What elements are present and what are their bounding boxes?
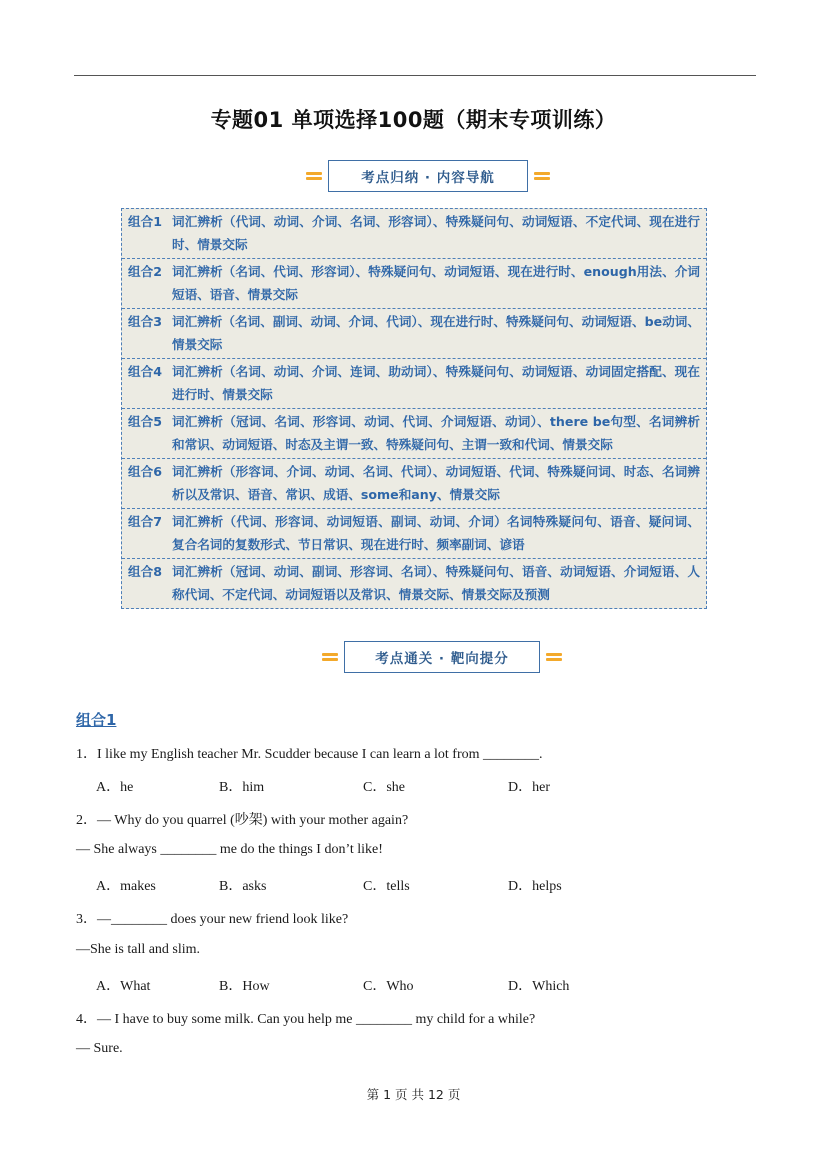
toc-group: 组合7 [128,514,162,529]
option-c: C．she [363,780,405,795]
toc-text: 词汇辨析（代词、形容词、动词短语、副词、动词、介词）名词特殊疑问句、语音、疑问词、复合名词的复数形式、节日常识、现在进行时、频率副词、谚语 [172,514,700,552]
section-heading: 组合1 [76,711,117,729]
toc-group: 组合1 [128,214,162,229]
toc-text: 词汇辨析（冠词、动词、副词、形容词、名词）、特殊疑问句、语音、动词短语、介词短语、人称代词、不定代词、动词短语以及常识、情景交际、情景交际及预测 [172,564,700,602]
toc-text: 词汇辨析（形容词、介词、动词、名词、代词）、动词短语、代词、特殊疑问词、时态、名词辨析以及常识、语音、常识、成语、some和any、情景交际 [172,464,700,502]
option-a: A．What [96,979,151,994]
equals-icon [322,650,338,664]
toc-row [122,509,706,559]
question-stem: 4．— I have to buy some milk. Can you help me ________ my child for a while? [76,1012,536,1027]
page-footer: 第 1 页 共 12 页 [366,1087,461,1102]
content-nav-banner [306,159,550,193]
topic-summary-box [121,208,707,609]
toc-row [122,459,706,509]
page-title: 专题01 单项选择100题（期末专项训练） [210,108,617,132]
option-d: D．helps [508,879,562,894]
option-d: D．her [508,780,550,795]
question-stem: 3．—________ does your new friend look like? [76,912,349,927]
banner-label: 考点通关 · 靶向提分 [344,641,540,673]
toc-text: 词汇辨析（名词、副词、动词、介词、代词）、现在进行时、特殊疑问句、动词短语、be动词、情景交际 [172,314,700,352]
toc-row [122,559,706,608]
toc-group: 组合6 [128,464,162,479]
equals-icon [546,650,562,664]
toc-text: 词汇辨析（名词、动词、介词、连词、助动词）、特殊疑问句、动词短语、动词固定搭配、现在进行时、情景交际 [172,364,700,402]
toc-group: 组合8 [128,564,162,579]
toc-row [122,259,706,309]
option-d: D．Which [508,979,570,994]
question-reply: — Sure. [76,1041,123,1056]
toc-group: 组合5 [128,414,162,429]
toc-group: 组合2 [128,264,162,279]
option-b: B．asks [219,879,267,894]
toc-group: 组合4 [128,364,162,379]
option-a: A．makes [96,879,156,894]
toc-row [122,209,706,259]
option-b: B．How [219,979,270,994]
toc-row [122,409,706,459]
equals-icon [534,169,550,183]
toc-group: 组合3 [128,314,162,329]
toc-row [122,359,706,409]
toc-text: 词汇辨析（冠词、名词、形容词、动词、代词、介词短语、动词）、there be句型、名词辨析和常识、动词短语、时态及主谓一致、特殊疑问句、主谓一致和代词、情景交际 [172,414,700,452]
question-stem: 2．— Why do you quarrel (吵架) with your mother again? [76,813,409,828]
header-rule [74,75,756,76]
toc-row [122,309,706,359]
question-reply: — She always ________ me do the things I don’t like! [76,842,383,857]
option-c: C．Who [363,979,414,994]
option-c: C．tells [363,879,410,894]
question-stem: 1．I like my English teacher Mr. Scudder because I can learn a lot from ________. [76,747,543,762]
question-reply: —She is tall and slim. [76,942,201,957]
toc-text: 词汇辨析（代词、动词、介词、名词、形容词）、特殊疑问句、动词短语、不定代词、现在进行时、情景交际 [172,214,700,252]
equals-icon [306,169,322,183]
option-b: B．him [219,780,265,795]
practice-banner [322,640,562,674]
banner-label: 考点归纳 · 内容导航 [328,160,528,192]
option-a: A．he [96,780,134,795]
toc-text: 词汇辨析（名词、代词、形容词）、特殊疑问句、动词短语、现在进行时、enough用法、介词短语、语音、情景交际 [172,264,700,302]
